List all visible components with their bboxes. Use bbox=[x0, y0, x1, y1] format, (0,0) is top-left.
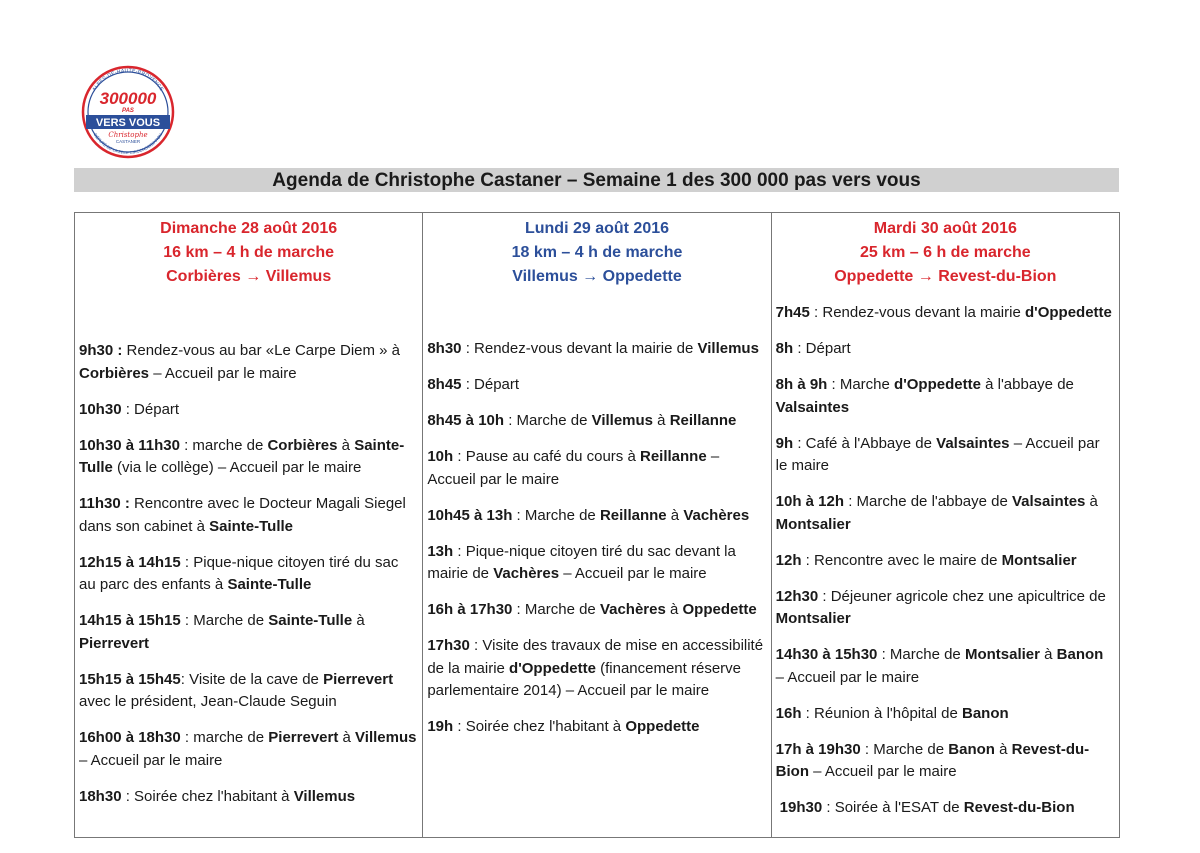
agenda-event bbox=[776, 644, 1115, 689]
agenda-table bbox=[74, 212, 1120, 838]
event-text: à bbox=[337, 436, 355, 454]
agenda-event bbox=[427, 541, 766, 586]
event-highlight: Pierrevert bbox=[268, 729, 339, 746]
event-text: à bbox=[994, 740, 1012, 758]
day-date: Lundi 29 août 2016 bbox=[524, 220, 670, 237]
day-header-3 bbox=[772, 213, 1119, 289]
event-text: : Marche de bbox=[512, 506, 600, 524]
event-highlight: 10h à 12h bbox=[775, 493, 845, 510]
event-text: : Café à l'Abbaye de bbox=[793, 434, 937, 452]
event-highlight: 16h bbox=[775, 704, 802, 722]
event-text: : Visite des travaux de mise en accessibilité de la mairie bbox=[427, 637, 764, 677]
day-distance: 25 km – 6 h de marche bbox=[859, 244, 1031, 261]
event-text: à bbox=[666, 506, 684, 524]
logo-arc-top: ALPES-DE-HAUTE-PROVENCE bbox=[91, 67, 165, 93]
event-highlight: Sainte-Tulle bbox=[268, 612, 353, 629]
event-highlight: 9h bbox=[775, 434, 794, 452]
event-highlight: d'Oppedette bbox=[1024, 304, 1112, 321]
event-text: à bbox=[338, 729, 356, 746]
event-highlight: Oppedette bbox=[682, 601, 757, 618]
event-text: : marche de bbox=[180, 729, 269, 746]
event-highlight: 13h bbox=[427, 542, 454, 560]
event-text: : Déjeuner agricole chez une apicultrice de bbox=[818, 587, 1106, 605]
event-highlight: 17h30 bbox=[427, 637, 470, 654]
event-text: – Accueil par le maire bbox=[559, 565, 707, 582]
logo-name: CASTANER bbox=[115, 139, 141, 144]
event-text: : Pique-nique citoyen tiré du sac devant la mairie de bbox=[427, 542, 736, 582]
event-highlight: 8h45 bbox=[427, 376, 462, 393]
event-highlight: 11h30 : bbox=[79, 495, 130, 512]
event-highlight: Valsaintes bbox=[1012, 493, 1086, 510]
event-highlight: Montsalier bbox=[775, 610, 851, 627]
event-highlight: 18h30 bbox=[79, 787, 122, 805]
event-highlight: Valsaintes bbox=[936, 434, 1010, 452]
page-title: Agenda de Christophe Castaner – Semaine 1 des 300 000 pas vers vous bbox=[74, 168, 1119, 192]
event-text: à bbox=[1085, 493, 1098, 510]
event-highlight: Pierrevert bbox=[323, 670, 394, 688]
day-route: Oppedette → Revest-du-Bion bbox=[834, 268, 1057, 285]
logo-pas: PAS bbox=[122, 108, 134, 114]
event-text: – Accueil par le maire bbox=[775, 434, 1100, 474]
event-highlight: Oppedette bbox=[625, 718, 700, 735]
day-route: Villemus → Oppedette bbox=[512, 268, 682, 285]
event-text: : Rendez-vous devant la mairie bbox=[809, 304, 1025, 321]
agenda-event bbox=[427, 374, 766, 397]
agenda-event bbox=[79, 727, 418, 772]
agenda-event bbox=[79, 610, 418, 655]
event-text: : Marche de bbox=[877, 646, 965, 663]
logo-big-number: 300000 bbox=[99, 89, 157, 108]
event-highlight: d'Oppedette bbox=[894, 376, 981, 393]
event-highlight: Vachères bbox=[683, 506, 750, 524]
event-text: à bbox=[653, 412, 670, 429]
event-highlight: Reillanne bbox=[639, 448, 707, 465]
logo-arc-bottom: DÉPUTÉ DE LA 2ème CIRCONSCRIPTION bbox=[92, 132, 164, 156]
event-highlight: 12h15 à 14h15 bbox=[79, 553, 181, 571]
event-highlight: 10h30 à 11h30 bbox=[79, 436, 180, 454]
event-highlight: Banon bbox=[948, 740, 995, 758]
event-text: à bbox=[665, 601, 683, 618]
event-highlight: Vachères bbox=[599, 601, 666, 618]
event-text: à bbox=[352, 612, 365, 629]
event-list bbox=[79, 340, 418, 822]
event-list bbox=[776, 302, 1115, 833]
agenda-event bbox=[776, 797, 1115, 820]
event-text: : Visite de la cave de bbox=[180, 670, 324, 688]
agenda-event bbox=[79, 399, 418, 422]
agenda-event bbox=[79, 493, 418, 538]
day-header-1 bbox=[75, 213, 422, 289]
event-highlight: 9h30 : bbox=[79, 342, 123, 359]
event-highlight: Montsalier bbox=[1001, 551, 1077, 569]
event-highlight: Reillanne bbox=[669, 412, 737, 429]
event-highlight: Villemus bbox=[293, 787, 356, 805]
event-highlight: Vachères bbox=[493, 565, 560, 582]
event-highlight: Villemus bbox=[591, 412, 654, 429]
agenda-event bbox=[776, 586, 1115, 631]
agenda-event bbox=[776, 338, 1115, 361]
event-text: (financement réserve parlementaire 2014) – Accueil par le maire bbox=[427, 659, 742, 699]
event-text: (via le collège) – Accueil par le maire bbox=[112, 459, 362, 476]
agenda-event bbox=[427, 446, 766, 491]
event-highlight: Reillanne bbox=[599, 506, 667, 524]
event-text: : Marche de bbox=[180, 612, 269, 629]
event-highlight: 8h à 9h bbox=[775, 376, 828, 393]
event-highlight: 7h45 bbox=[775, 304, 810, 321]
event-text: à l'abbaye de bbox=[980, 376, 1074, 393]
event-highlight: Villemus bbox=[355, 729, 417, 746]
event-text: : Rendez-vous devant la mairie de bbox=[461, 340, 698, 357]
agenda-event bbox=[427, 410, 766, 433]
event-text: : Marche bbox=[827, 376, 895, 393]
agenda-event bbox=[79, 552, 418, 597]
event-text: : Marche de bbox=[512, 601, 600, 618]
day-distance: 16 km – 4 h de marche bbox=[163, 244, 335, 261]
event-highlight: 19h bbox=[427, 718, 454, 735]
event-text: : Départ bbox=[461, 376, 520, 393]
event-text: : Soirée chez l'habitant à bbox=[453, 718, 626, 735]
event-highlight: 16h à 17h30 bbox=[427, 601, 513, 618]
event-text: : Marche de l'abbaye de bbox=[844, 493, 1012, 510]
logo-vers-vous: VERS VOUS bbox=[95, 117, 161, 129]
campaign-logo bbox=[78, 60, 178, 164]
event-highlight: Sainte-Tulle bbox=[227, 576, 312, 593]
agenda-event bbox=[427, 338, 766, 361]
event-text: – Accueil par le maire bbox=[79, 751, 223, 769]
agenda-event bbox=[427, 716, 766, 739]
agenda-event bbox=[776, 491, 1115, 536]
event-highlight: Montsalier bbox=[964, 646, 1040, 663]
day-column-1 bbox=[75, 213, 422, 837]
agenda-event bbox=[79, 435, 418, 480]
event-text: Rencontre avec le Docteur Magali Siegel dans son cabinet à bbox=[79, 495, 406, 535]
event-highlight: 14h15 à 15h15 bbox=[79, 612, 181, 629]
agenda-event bbox=[79, 340, 418, 385]
agenda-event bbox=[776, 302, 1115, 325]
event-highlight: Corbières bbox=[267, 436, 338, 454]
day-distance: 18 km – 4 h de marche bbox=[511, 244, 683, 261]
agenda-event bbox=[776, 374, 1115, 419]
event-list bbox=[427, 338, 766, 752]
event-highlight: Montsalier bbox=[775, 515, 851, 533]
event-highlight: 19h30 bbox=[779, 799, 823, 816]
event-highlight: 16h00 à 18h30 bbox=[79, 729, 181, 746]
event-highlight: Sainte-Tulle bbox=[79, 436, 405, 476]
agenda-event bbox=[79, 786, 418, 809]
agenda-event bbox=[79, 669, 418, 714]
agenda-event bbox=[776, 433, 1115, 478]
day-route: Corbières → Villemus bbox=[166, 268, 332, 285]
event-text: : marche de bbox=[179, 436, 268, 454]
day-date: Dimanche 28 août 2016 bbox=[160, 220, 338, 237]
agenda-event bbox=[776, 703, 1115, 726]
event-highlight: 10h45 à 13h bbox=[427, 506, 513, 524]
event-highlight: 14h30 à 15h30 bbox=[775, 646, 878, 663]
day-column-2 bbox=[422, 213, 770, 837]
event-highlight: d'Oppedette bbox=[509, 659, 596, 677]
event-text: à bbox=[1039, 646, 1057, 663]
event-text: : Pause au café du cours à bbox=[453, 448, 640, 465]
event-text: : Soirée à l'ESAT de bbox=[822, 799, 964, 816]
event-highlight: Banon bbox=[1056, 646, 1104, 663]
event-text: : Réunion à l'hôpital de bbox=[801, 704, 962, 722]
event-highlight: 17h à 19h30 bbox=[775, 740, 861, 758]
event-text: : Marche de bbox=[860, 740, 949, 758]
event-highlight: 12h bbox=[775, 551, 802, 569]
agenda-event bbox=[427, 505, 766, 528]
event-highlight: Revest-du-Bion bbox=[963, 799, 1075, 816]
day-date: Mardi 30 août 2016 bbox=[873, 220, 1017, 237]
event-text: – Accueil par le maire bbox=[808, 763, 957, 780]
event-highlight: Banon bbox=[962, 704, 1009, 722]
event-highlight: 10h bbox=[427, 448, 454, 465]
event-highlight: Valsaintes bbox=[775, 398, 850, 416]
event-highlight: 15h15 à 15h45 bbox=[79, 670, 181, 688]
event-highlight: 8h30 bbox=[427, 340, 462, 357]
agenda-event bbox=[427, 599, 766, 622]
agenda-event bbox=[427, 635, 766, 703]
event-highlight: Pierrevert bbox=[79, 634, 150, 652]
event-text: : Départ bbox=[793, 340, 851, 357]
event-highlight: Revest-du-Bion bbox=[775, 740, 1090, 780]
event-text: : Marche de bbox=[504, 412, 592, 429]
event-highlight: Sainte-Tulle bbox=[209, 517, 293, 535]
event-text: – Accueil par le maire bbox=[427, 448, 720, 488]
event-highlight: 8h45 à 10h bbox=[427, 412, 505, 429]
event-text: – Accueil par le maire bbox=[149, 364, 297, 382]
event-text: : Soirée chez l'habitant à bbox=[121, 787, 294, 805]
event-text: Rendez-vous au bar «Le Carpe Diem » à bbox=[122, 342, 401, 359]
event-text: – Accueil par le maire bbox=[775, 668, 920, 686]
event-highlight: Villemus bbox=[697, 340, 759, 357]
event-highlight: Corbières bbox=[79, 364, 150, 382]
event-highlight: 12h30 bbox=[775, 587, 819, 605]
event-text: : Départ bbox=[121, 400, 180, 418]
event-text: : Pique-nique citoyen tiré du sac au parc des enfants à bbox=[79, 553, 399, 593]
agenda-event bbox=[776, 739, 1115, 784]
event-text: avec le président, Jean-Claude Seguin bbox=[79, 693, 337, 710]
logo-signature: Christophe bbox=[108, 131, 148, 139]
event-highlight: 8h bbox=[775, 340, 794, 357]
event-highlight: 10h30 bbox=[79, 400, 122, 418]
event-text: : Rencontre avec le maire de bbox=[801, 551, 1002, 569]
day-header-2 bbox=[423, 213, 770, 289]
agenda-event bbox=[776, 550, 1115, 573]
day-column-3 bbox=[771, 213, 1119, 837]
